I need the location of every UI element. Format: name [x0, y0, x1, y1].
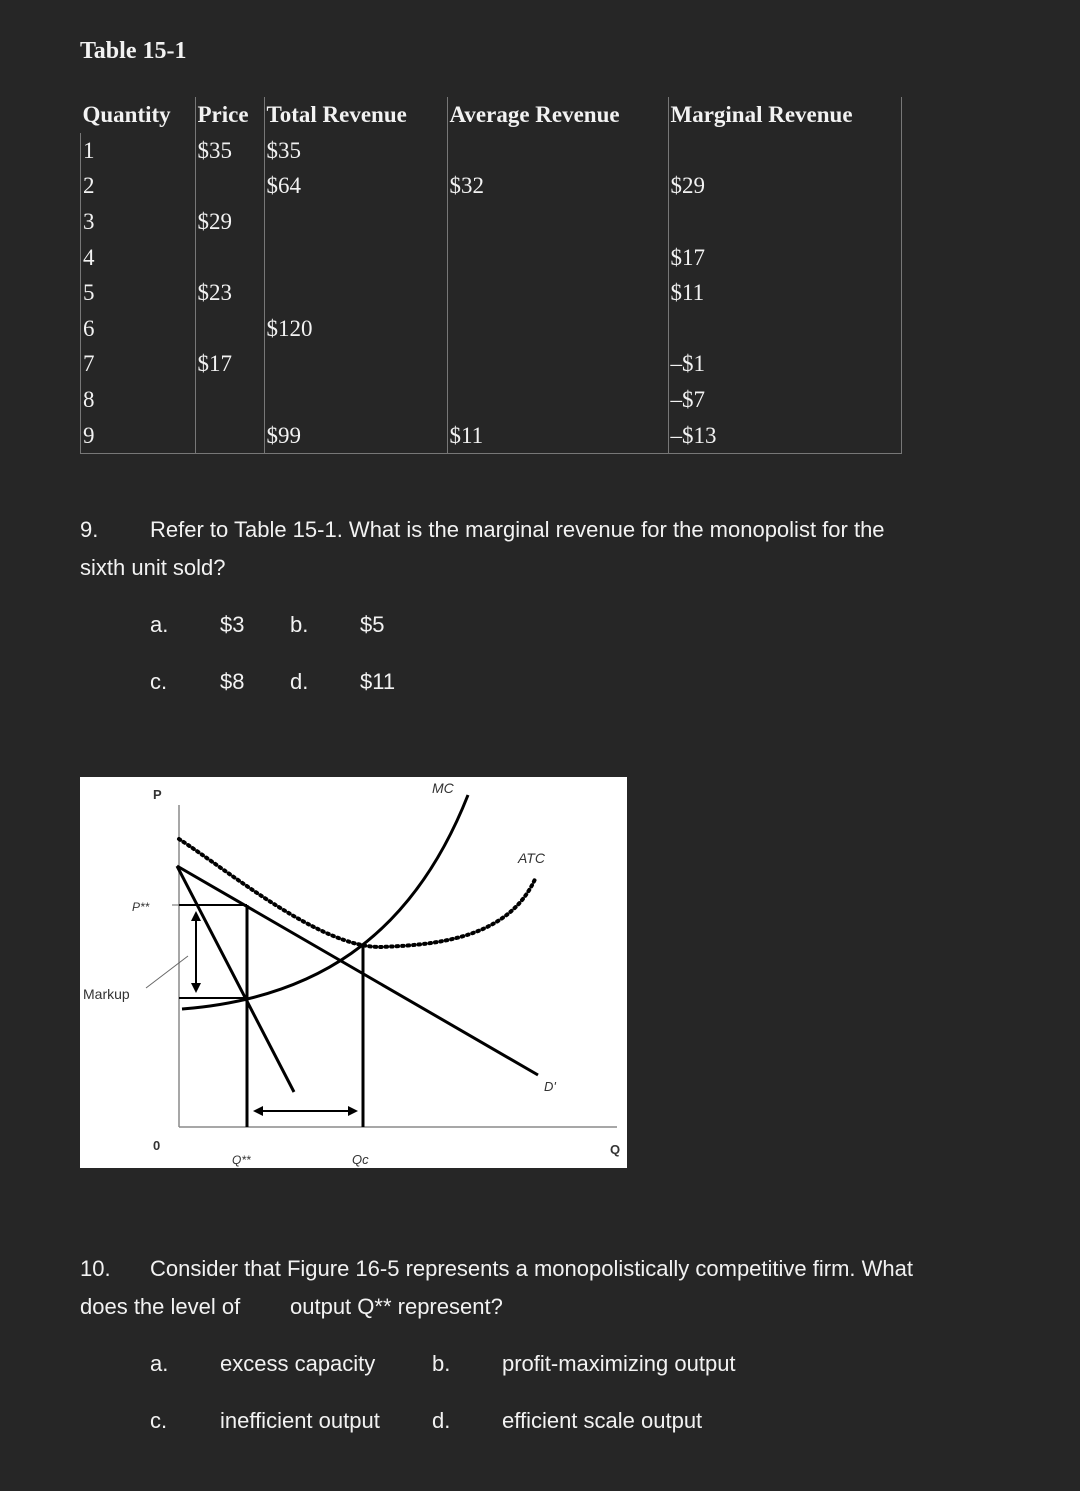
question-9-line-2: sixth unit sold? — [80, 555, 226, 580]
cell-quantity: 7 — [81, 347, 196, 383]
cell-price — [195, 418, 264, 454]
q10-option-a-letter: a. — [150, 1351, 169, 1376]
q9-option-c-letter: c. — [150, 669, 168, 694]
cell-price: $29 — [195, 204, 264, 240]
demand-label: D' — [544, 1079, 556, 1094]
q9-option-d-letter: d. — [290, 669, 309, 694]
revenue-table — [80, 97, 902, 454]
q9-option-b-text: $5 — [360, 612, 385, 637]
q10-option-d-text: efficient scale output — [502, 1408, 703, 1433]
figure-svg — [80, 777, 627, 1168]
p-star-label: P** — [132, 900, 150, 914]
header-marginal-revenue: Marginal Revenue — [668, 97, 901, 133]
cell-total-revenue — [264, 204, 447, 240]
q10-option-b-letter: b. — [432, 1351, 451, 1376]
table-row — [81, 133, 902, 169]
cell-average-revenue — [447, 240, 668, 276]
q9-option-d-text: $11 — [360, 669, 396, 694]
q10-option-b-text: profit-maximizing output — [502, 1351, 736, 1376]
cell-price — [195, 240, 264, 276]
cell-total-revenue — [264, 240, 447, 276]
qc-label: Qc — [352, 1152, 369, 1167]
origin-label: 0 — [153, 1138, 161, 1153]
q-axis-label: Q — [610, 1142, 621, 1157]
cell-average-revenue — [447, 275, 668, 311]
cell-average-revenue: $11 — [447, 418, 668, 454]
header-average-revenue: Average Revenue — [447, 97, 668, 133]
q10-option-d-letter: d. — [432, 1408, 451, 1433]
question-10-line-1: Consider that Figure 16-5 represents a monopolistically competitive firm. What — [150, 1256, 913, 1281]
question-10-line-2b: output Q** represent? — [290, 1294, 503, 1319]
markup-label: Markup — [83, 986, 130, 1002]
cell-average-revenue — [447, 133, 668, 169]
table-title: Table 15-1 — [80, 38, 187, 64]
q9-option-b-letter: b. — [290, 612, 309, 637]
table-row — [81, 275, 902, 311]
cell-quantity: 3 — [81, 204, 196, 240]
cell-quantity: 4 — [81, 240, 196, 276]
header-quantity: Quantity — [82, 102, 171, 127]
cell-marginal-revenue: $17 — [668, 240, 901, 276]
cell-price — [195, 382, 264, 418]
table-header-row — [81, 97, 902, 133]
monopolistic-competition-figure — [80, 777, 627, 1168]
mc-label: MC — [432, 780, 454, 796]
question-9-line-1: Refer to Table 15-1. What is the marginal revenue for the monopolist for the — [150, 517, 885, 542]
cell-average-revenue — [447, 204, 668, 240]
header-price: Price — [195, 97, 264, 133]
markup-pointer — [146, 956, 188, 988]
q10-option-a-text: excess capacity — [220, 1351, 376, 1376]
cell-price — [195, 311, 264, 347]
table-row — [81, 347, 902, 383]
q9-option-c-text: $8 — [220, 669, 245, 694]
q10-option-c-letter: c. — [150, 1408, 168, 1433]
cell-marginal-revenue — [668, 133, 901, 169]
table-row — [81, 418, 902, 454]
cell-total-revenue — [264, 275, 447, 311]
question-9-number: 9. — [80, 517, 99, 542]
table-body — [81, 133, 902, 454]
cell-price: $35 — [195, 133, 264, 169]
cell-total-revenue: $120 — [264, 311, 447, 347]
cell-total-revenue: $99 — [264, 418, 447, 454]
cell-marginal-revenue: –$7 — [668, 382, 901, 418]
cell-average-revenue — [447, 347, 668, 383]
cell-quantity: 6 — [81, 311, 196, 347]
cell-quantity: 2 — [81, 169, 196, 205]
cell-total-revenue — [264, 347, 447, 383]
cell-marginal-revenue: $11 — [668, 275, 901, 311]
cell-price: $17 — [195, 347, 264, 383]
cell-marginal-revenue: –$13 — [668, 418, 901, 454]
table-row — [81, 169, 902, 205]
cell-quantity: 9 — [81, 418, 196, 454]
table-row — [81, 204, 902, 240]
cell-quantity: 8 — [81, 382, 196, 418]
cell-average-revenue: $32 — [447, 169, 668, 205]
cell-marginal-revenue: –$1 — [668, 347, 901, 383]
cell-marginal-revenue — [668, 311, 901, 347]
cell-price: $23 — [195, 275, 264, 311]
q-star-label: Q** — [232, 1153, 251, 1167]
cell-quantity: 1 — [81, 133, 196, 169]
table-row — [81, 311, 902, 347]
question-10-line-2a: does the level of — [80, 1294, 241, 1319]
atc-curve — [179, 839, 536, 947]
table-row — [81, 382, 902, 418]
cell-total-revenue: $35 — [264, 133, 447, 169]
mc-curve — [182, 795, 468, 1009]
p-axis-label: P — [153, 787, 162, 802]
q9-option-a-text: $3 — [220, 612, 245, 637]
cell-average-revenue — [447, 382, 668, 418]
cell-marginal-revenue: $29 — [668, 169, 901, 205]
q9-option-a-letter: a. — [150, 612, 169, 637]
header-total-revenue: Total Revenue — [264, 97, 447, 133]
cell-quantity: 5 — [81, 275, 196, 311]
cell-total-revenue — [264, 382, 447, 418]
table-row — [81, 240, 902, 276]
cell-marginal-revenue — [668, 204, 901, 240]
cell-total-revenue: $64 — [264, 169, 447, 205]
atc-label: ATC — [518, 850, 545, 866]
q10-option-c-text: inefficient output — [220, 1408, 380, 1433]
cell-average-revenue — [447, 311, 668, 347]
cell-price — [195, 169, 264, 205]
question-10-number: 10. — [80, 1256, 111, 1281]
